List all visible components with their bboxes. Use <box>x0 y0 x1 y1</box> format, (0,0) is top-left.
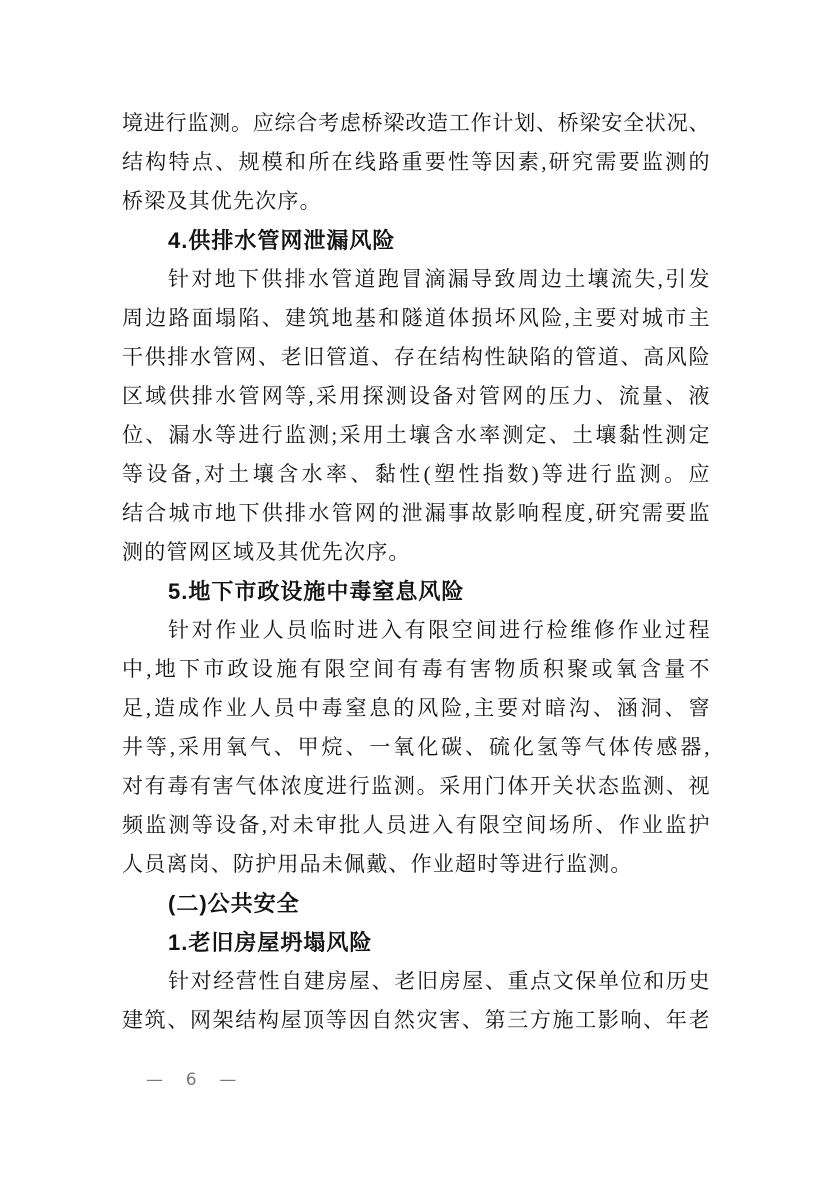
body-line: 频监测等设备,对未审批人员进入有限空间场所、作业监护 <box>122 813 710 837</box>
body-line: 境进行监测。应综合考虑桥梁改造工作计划、桥梁安全状况、 <box>122 111 710 135</box>
body-line: 井等,采用氧气、甲烷、一氧化碳、硫化氢等气体传感器, <box>122 735 710 759</box>
section-heading-1: 1.老旧房屋坍塌风险 <box>168 930 373 955</box>
page-number: — 6 — <box>146 1070 241 1090</box>
section-heading-er: (二)公共安全 <box>168 891 300 916</box>
body-line: 足,造成作业人员中毒窒息的风险,主要对暗沟、涵洞、窨 <box>122 696 710 720</box>
section-heading-4: 4.供排水管网泄漏风险 <box>168 228 396 253</box>
body-line: 周边路面塌陷、建筑地基和隧道体损坏风险,主要对城市主 <box>122 306 710 330</box>
body-line: 干供排水管网、老旧管道、存在结构性缺陷的管道、高风险 <box>122 345 710 369</box>
document-body <box>122 104 710 1040</box>
body-line: 区域供排水管网等,采用探测设备对管网的压力、流量、液 <box>122 384 710 408</box>
body-line: 等设备,对土壤含水率、黏性(塑性指数)等进行监测。应 <box>122 462 710 486</box>
section-heading-5: 5.地下市政设施中毒窒息风险 <box>168 579 465 604</box>
body-line: 建筑、网架结构屋顶等因自然灾害、第三方施工影响、年老 <box>122 1008 710 1032</box>
body-line: 桥梁及其优先次序。 <box>122 189 322 213</box>
body-line: 位、漏水等进行监测;采用土壤含水率测定、土壤黏性测定 <box>122 423 710 447</box>
body-line: 中,地下市政设施有限空间有毒有害物质积聚或氧含量不 <box>122 657 710 681</box>
body-line: 结合城市地下供排水管网的泄漏事故影响程度,研究需要监 <box>122 501 710 525</box>
body-line: 针对地下供排水管道跑冒滴漏导致周边土壤流失,引发 <box>168 267 710 291</box>
body-line: 人员离岗、防护用品未佩戴、作业超时等进行监测。 <box>122 852 633 876</box>
body-line: 对有毒有害气体浓度进行监测。采用门体开关状态监测、视 <box>122 774 710 798</box>
body-line: 测的管网区域及其优先次序。 <box>122 540 411 564</box>
body-line: 结构特点、规模和所在线路重要性等因素,研究需要监测的 <box>122 150 710 174</box>
body-line: 针对经营性自建房屋、老旧房屋、重点文保单位和历史 <box>168 969 710 993</box>
body-line: 针对作业人员临时进入有限空间进行检维修作业过程 <box>168 618 710 642</box>
